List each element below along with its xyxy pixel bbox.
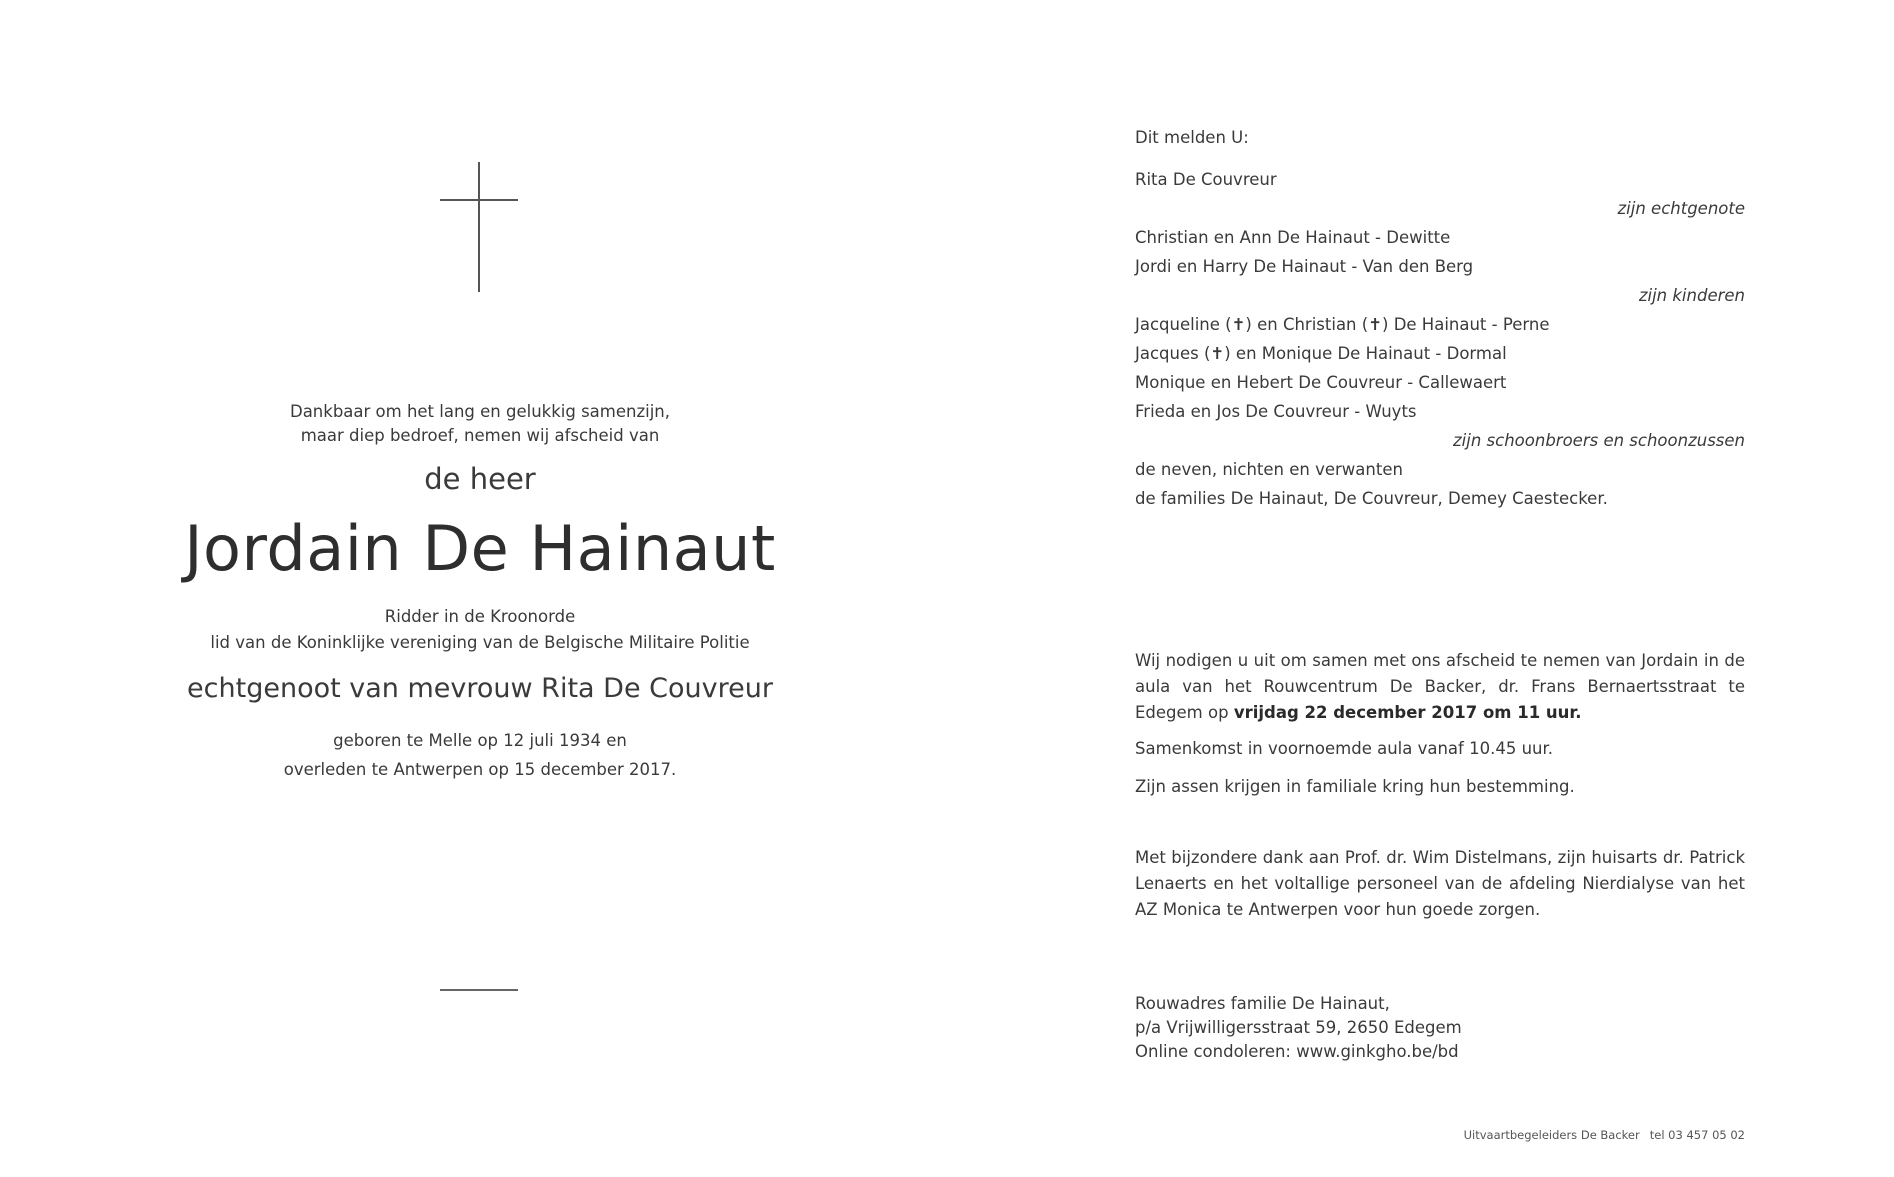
- cross-icon: [440, 162, 518, 292]
- family-member: Rita De Couvreur: [1135, 170, 1277, 189]
- deceased-name: Jordain De Hainaut: [184, 512, 776, 585]
- family-member: Frieda en Jos De Couvreur - Wuyts: [1135, 402, 1417, 421]
- invitation-paragraph: Wij nodigen u uit om samen met ons afscheid te nemen van Jordain in de aula van het Rouwcentrum De Backer, dr. Frans Bernaertsstraat te Edegem op vrijdag 22 december 2017 om 11 uur.: [1135, 651, 1745, 722]
- thanks-paragraph: Met bijzondere dank aan Prof. dr. Wim Distelmans, zijn huisarts dr. Patrick Lenaerts en het voltallige personeel van de afdeling Nierdialyse van het AZ Monica te Antwerpen voor hun goede zorgen.: [1135, 848, 1745, 919]
- family-member: Monique en Hebert De Couvreur - Callewaert: [1135, 373, 1507, 392]
- relation-label: zijn echtgenote: [1617, 199, 1745, 218]
- relation-label: zijn schoonbroers en schoonzussen: [1453, 431, 1745, 450]
- condolence-link[interactable]: Online condoleren: www.ginkgho.be/bd: [1135, 1042, 1459, 1061]
- family-member: Christian en Ann De Hainaut - Dewitte: [1135, 228, 1451, 247]
- spouse-line: echtgenoot van mevrouw Rita De Couvreur: [187, 673, 773, 704]
- mourning-address: Rouwadres familie De Hainaut, p/a Vrijwilligersstraat 59, 2650 Edegem Online condoleren: www.ginkgho.be/bd: [1135, 992, 1745, 1064]
- family-member: Jacques (✝) en Monique De Hainaut - Dormal: [1135, 344, 1507, 363]
- family-member: Jacqueline (✝) en Christian (✝) De Hainaut - Perne: [1135, 315, 1550, 334]
- life-dates: geboren te Melle op 12 juli 1934 en overleden te Antwerpen op 15 december 2017.: [283, 731, 677, 779]
- relation-label: zijn kinderen: [1638, 286, 1745, 305]
- honors: [0, 604, 960, 656]
- family-member: Jordi en Harry De Hainaut - Van den Berg: [1135, 257, 1474, 276]
- honorific: de heer: [424, 462, 536, 496]
- family-member: de families De Hainaut, De Couvreur, Demey Caestecker.: [1135, 489, 1608, 508]
- gathering-text: Samenkomst in voornoemde aula vanaf 10.45 uur.: [1135, 739, 1554, 758]
- intro-text: Dankbaar om het lang en gelukkig samenzijn, maar diep bedroef, nemen wij afscheid van: [289, 402, 670, 445]
- right-page: [1135, 0, 1745, 1177]
- honor-line: Ridder in de Kroonorde: [384, 607, 576, 626]
- ceremony-date: vrijdag 22 december 2017 om 11 uur.: [1233, 703, 1582, 722]
- honor-line: lid van de Koninklijke vereniging van de Belgische Militaire Politie: [210, 633, 750, 652]
- funeral-director-footer: Uitvaartbegeleiders De Backer tel 03 457 05 02: [1463, 1128, 1745, 1142]
- family-member: de neven, nichten en verwanten: [1135, 460, 1403, 479]
- announce-heading: Dit melden U:: [1135, 128, 1249, 147]
- ashes-text: Zijn assen krijgen in familiale kring hun bestemming.: [1135, 777, 1575, 796]
- bottom-divider: [440, 989, 518, 991]
